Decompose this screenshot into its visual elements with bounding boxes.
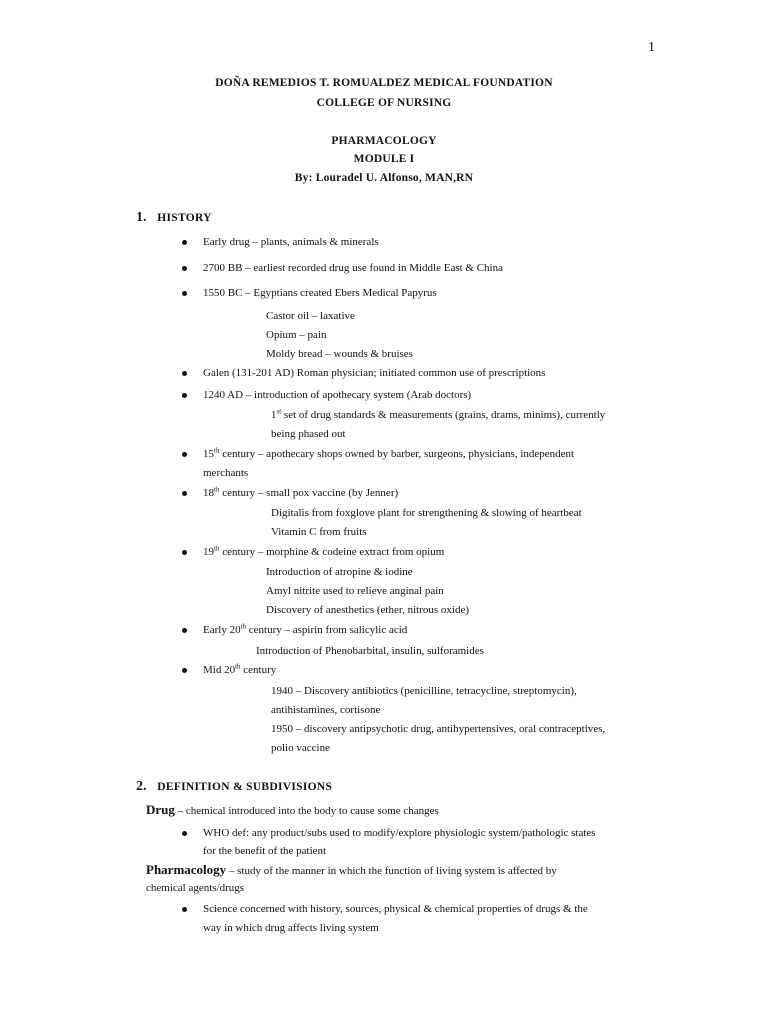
definition-pharmacology-cont: chemical agents/drugs <box>146 882 245 894</box>
bullet-icon <box>182 266 187 271</box>
history-subitem-anesthetics: Discovery of anesthetics (ether, nitrous oxide) <box>266 604 469 616</box>
history-subitem-drug-standards <box>271 407 606 421</box>
history-subitem-drug-standards-cont: being phased out <box>271 428 346 440</box>
history-item-15th-century <box>203 446 575 460</box>
history-item-early-drug: Early drug – plants, animals & minerals <box>203 236 379 248</box>
history-subitem-vitamin-c: Vitamin C from fruits <box>271 526 367 538</box>
item-text: century – morphine & codeine extract from opium <box>219 546 445 558</box>
section-1-heading <box>136 211 212 225</box>
bullet-icon <box>182 452 187 457</box>
term-pharmacology: Pharmacology <box>146 862 227 877</box>
history-subitem-1950: 1950 – discovery antipsychotic drug, antihypertensives, oral contraceptives, <box>271 723 606 735</box>
item-text: century – aspirin from salicylic acid <box>246 624 408 636</box>
bullet-icon <box>182 240 187 245</box>
century-number: 15 <box>203 448 214 460</box>
history-subitem-castor-oil: Castor oil – laxative <box>266 310 355 322</box>
history-subitem-moldy-bread: Moldy bread – wounds & bruises <box>266 348 413 360</box>
college-name: COLLEGE OF NURSING <box>316 97 452 109</box>
history-subitem-1940: 1940 – Discovery antibiotics (penicilline, tetracycline, streptomycin), <box>271 685 577 697</box>
history-item-1550bc: 1550 BC – Egyptians created Ebers Medical Papyrus <box>203 287 437 299</box>
history-subitem-digitalis: Digitalis from foxglove plant for strengthening & slowing of heartbeat <box>271 507 582 519</box>
item-text: century – apothecary shops owned by barber, surgeons, physicians, independent <box>219 448 575 460</box>
bullet-icon <box>182 393 187 398</box>
century-number: 19 <box>203 546 214 558</box>
history-item-early-20th-century <box>203 622 408 636</box>
subitem-text: set of drug standards & measurements (grains, drams, minims), currently <box>281 409 606 421</box>
bullet-icon <box>182 371 187 376</box>
history-subitem-atropine: Introduction of atropine & iodine <box>266 566 413 578</box>
term-drug: Drug <box>146 802 175 817</box>
history-item-2700bb: 2700 BB – earliest recorded drug use found in Middle East & China <box>203 262 503 274</box>
definition-drug <box>146 803 439 817</box>
drug-who-definition-cont: for the benefit of the patient <box>203 845 327 857</box>
definition-text: – study of the manner in which the function of living system is affected by <box>226 865 557 877</box>
pharmacology-science-definition-cont: way in which drug affects living system <box>203 922 379 934</box>
ordinal-suffix: th <box>214 446 220 455</box>
history-item-1240ad: 1240 AD – introduction of apothecary system (Arab doctors) <box>203 389 472 401</box>
section-2-title: DEFINITION & SUBDIVISIONS <box>157 781 333 793</box>
ordinal-suffix: st <box>276 407 282 416</box>
history-item-18th-century <box>203 485 399 499</box>
century-number: 18 <box>203 487 214 499</box>
history-subitem-opium: Opium – pain <box>266 329 327 341</box>
definition-text: – chemical introduced into the body to cause some changes <box>174 805 439 817</box>
history-subitem-phenobarbital: Introduction of Phenobarbital, insulin, sulforamides <box>256 645 484 657</box>
organization-name: DOÑA REMEDIOS T. ROMUALDEZ MEDICAL FOUNDATION <box>215 77 553 89</box>
history-item-15th-century-cont: merchants <box>203 467 249 479</box>
ordinal-suffix: th <box>240 622 247 631</box>
item-prefix: Mid 20 <box>203 664 236 676</box>
item-text: century – small pox vaccine (by Jenner) <box>219 487 399 499</box>
history-subitem-1940-cont: antihistamines, cortisone <box>271 704 381 716</box>
history-subitem-amyl-nitrite: Amyl nitrite used to relieve anginal pain <box>266 585 444 597</box>
bullet-icon <box>182 628 187 633</box>
section-1-number: 1. <box>136 210 147 225</box>
drug-who-definition: WHO def: any product/subs used to modify/explore physiologic system/pathologic states <box>203 827 596 839</box>
subject-title: PHARMACOLOGY <box>331 135 437 147</box>
ordinal-number: 1 <box>271 409 277 421</box>
pharmacology-science-definition: Science concerned with history, sources, physical & chemical properties of drugs & the <box>203 903 588 915</box>
bullet-icon <box>182 550 187 555</box>
item-text: century <box>240 664 277 676</box>
history-subitem-1950-cont: polio vaccine <box>271 742 330 754</box>
section-1-title: HISTORY <box>157 212 212 224</box>
history-item-galen: Galen (131-201 AD) Roman physician; initiated common use of prescriptions <box>203 367 546 379</box>
page-number: 1 <box>648 40 655 55</box>
module-title: MODULE I <box>353 153 415 165</box>
author-line: By: Louradel U. Alfonso, MAN,RN <box>294 172 474 184</box>
bullet-icon <box>182 668 187 673</box>
bullet-icon <box>182 831 187 836</box>
history-item-19th-century <box>203 544 445 558</box>
bullet-icon <box>182 291 187 296</box>
definition-pharmacology <box>146 863 557 877</box>
bullet-icon <box>182 491 187 496</box>
item-prefix: Early 20 <box>203 624 241 636</box>
ordinal-suffix: th <box>214 544 220 553</box>
history-item-mid-20th-century <box>203 662 277 676</box>
section-2-number: 2. <box>136 779 147 794</box>
ordinal-suffix: th <box>235 662 241 671</box>
ordinal-suffix: th <box>214 485 220 494</box>
bullet-icon <box>182 907 187 912</box>
section-2-heading <box>136 780 332 794</box>
